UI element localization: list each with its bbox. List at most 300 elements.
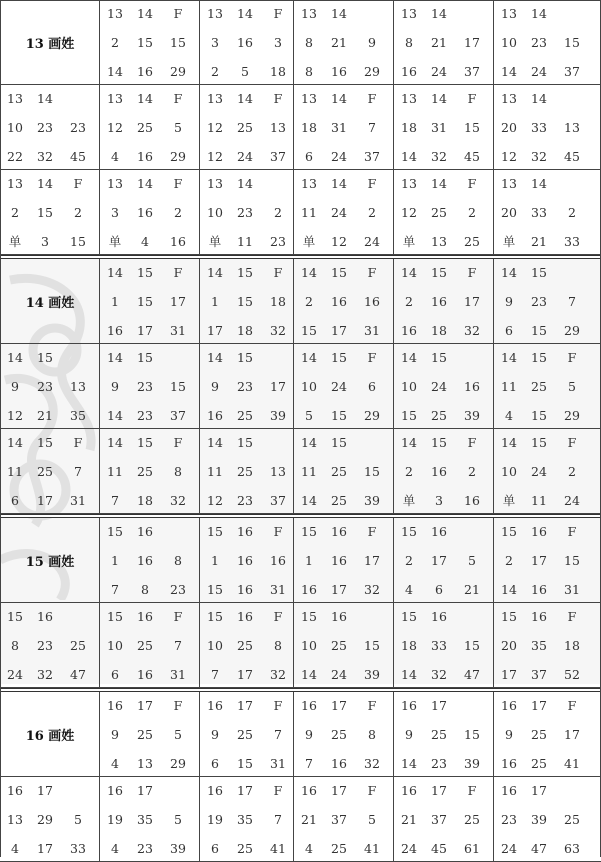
stroke-number: 4 (505, 408, 513, 423)
stroke-number: 14 (107, 435, 123, 450)
stroke-number: 8 (11, 638, 19, 653)
stroke-number: 14 (237, 91, 253, 106)
stroke-number: 15 (137, 350, 153, 365)
stroke-number: 15 (501, 609, 517, 624)
stroke-number: 13 (401, 6, 417, 21)
stroke-number: F (273, 6, 283, 21)
stroke-number: 6 (211, 756, 219, 771)
stroke-number: 23 (237, 379, 253, 394)
stroke-number: 6 (368, 379, 376, 394)
stroke-number: 17 (37, 783, 53, 798)
stroke-number: 4 (305, 841, 313, 856)
stroke-number: 16 (107, 698, 123, 713)
stroke-number: 20 (501, 638, 517, 653)
stroke-number: 16 (401, 783, 417, 798)
stroke-number: 11 (237, 234, 253, 249)
stroke-number: 14 (431, 176, 447, 191)
stroke-cell (200, 603, 294, 688)
stroke-number: 19 (207, 812, 223, 827)
stroke-number: 25 (531, 756, 547, 771)
stroke-number: 14 (301, 265, 317, 280)
stroke-number: 15 (301, 609, 317, 624)
section-title: 13 画姓 (25, 37, 75, 52)
stroke-cell (494, 429, 601, 514)
stroke-number: 7 (305, 756, 313, 771)
stroke-number: 16 (401, 323, 417, 338)
stroke-cell (200, 344, 294, 429)
stroke-number: 32 (170, 493, 186, 508)
stroke-number: 21 (37, 408, 53, 423)
stroke-number: 7 (274, 727, 282, 742)
stroke-number: 15 (7, 609, 23, 624)
stroke-number: 13 (70, 379, 86, 394)
stroke-number: 14 (501, 350, 517, 365)
stroke-cell (100, 170, 200, 255)
stroke-number: 13 (501, 6, 517, 21)
stroke-cell (394, 259, 494, 344)
stroke-number: F (73, 435, 83, 450)
stroke-number: 16 (237, 609, 253, 624)
stroke-number: 16 (37, 609, 53, 624)
stroke-number: 8 (274, 638, 282, 653)
stroke-number: 15 (431, 350, 447, 365)
section-title-cell (0, 259, 100, 344)
table-top-border (0, 0, 601, 1)
stroke-number: 17 (170, 294, 186, 309)
stroke-number: 25 (431, 408, 447, 423)
stroke-number: 11 (207, 464, 223, 479)
stroke-cell (0, 429, 100, 514)
stroke-number: 14 (137, 176, 153, 191)
stroke-number: 15 (364, 638, 380, 653)
stroke-cell (200, 777, 294, 862)
stroke-number: 31 (270, 756, 286, 771)
stroke-number: 13 (107, 91, 123, 106)
stroke-number: 32 (364, 756, 380, 771)
stroke-number: 5 (174, 812, 182, 827)
stroke-number: 23 (37, 638, 53, 653)
stroke-number: 18 (270, 294, 286, 309)
section-title-cell (0, 518, 100, 603)
stroke-number: 25 (237, 408, 253, 423)
stroke-cell (494, 692, 601, 777)
stroke-number: 15 (207, 524, 223, 539)
stroke-number: 16 (137, 524, 153, 539)
table-left-border (0, 0, 1, 857)
stroke-number: 16 (464, 493, 480, 508)
stroke-cell (294, 603, 394, 688)
stroke-cell (394, 518, 494, 603)
stroke-number: 3 (435, 493, 443, 508)
stroke-number: 13 (270, 120, 286, 135)
stroke-number: 37 (170, 408, 186, 423)
stroke-number: 14 (331, 176, 347, 191)
stroke-number: 15 (237, 756, 253, 771)
stroke-number: 12 (107, 120, 123, 135)
stroke-number: 3 (211, 35, 219, 50)
stroke-number: 16 (237, 524, 253, 539)
stroke-number: 15 (331, 350, 347, 365)
stroke-number: 18 (270, 64, 286, 79)
stroke-number: 6 (11, 493, 19, 508)
stroke-number: F (173, 6, 183, 21)
stroke-number: F (367, 524, 377, 539)
stroke-cell (494, 85, 601, 170)
stroke-number: 11 (531, 493, 547, 508)
stroke-number: 8 (141, 582, 149, 597)
stroke-number: 单 (502, 234, 516, 249)
stroke-number: 32 (270, 323, 286, 338)
stroke-cell (100, 429, 200, 514)
stroke-number: 39 (364, 493, 380, 508)
stroke-number: 15 (401, 408, 417, 423)
stroke-number: 11 (301, 464, 317, 479)
stroke-cell (394, 692, 494, 777)
stroke-number: 32 (531, 149, 547, 164)
stroke-number: 5 (174, 120, 182, 135)
stroke-number: 14 (301, 667, 317, 682)
stroke-cell (100, 259, 200, 344)
stroke-number: 14 (237, 6, 253, 21)
stroke-cell (294, 344, 394, 429)
stroke-number: 31 (364, 323, 380, 338)
stroke-number: 25 (237, 727, 253, 742)
stroke-number: 16 (331, 756, 347, 771)
stroke-cell (100, 777, 200, 862)
stroke-number: F (367, 265, 377, 280)
stroke-number: 7 (368, 120, 376, 135)
stroke-cell (394, 344, 494, 429)
stroke-number: 15 (531, 323, 547, 338)
stroke-number: 25 (564, 812, 580, 827)
stroke-cell (200, 692, 294, 777)
stroke-number: 29 (564, 323, 580, 338)
stroke-number: 16 (431, 464, 447, 479)
stroke-number: 61 (464, 841, 480, 856)
stroke-number: 31 (564, 582, 580, 597)
stroke-number: 13 (564, 120, 580, 135)
stroke-number: 17 (270, 379, 286, 394)
stroke-number: 24 (331, 379, 347, 394)
stroke-number: 16 (301, 783, 317, 798)
stroke-number: 2 (568, 205, 576, 220)
stroke-number: 10 (207, 205, 223, 220)
stroke-number: 17 (464, 294, 480, 309)
stroke-number: 45 (431, 841, 447, 856)
stroke-cell (294, 170, 394, 255)
stroke-cell (0, 603, 100, 688)
stroke-number: 23 (137, 408, 153, 423)
stroke-number: 2 (11, 205, 19, 220)
stroke-number: 32 (464, 323, 480, 338)
stroke-number: 13 (137, 756, 153, 771)
stroke-cell (494, 518, 601, 603)
stroke-number: 41 (364, 841, 380, 856)
stroke-number: 6 (435, 582, 443, 597)
stroke-number: 14 (501, 582, 517, 597)
stroke-number: 20 (501, 120, 517, 135)
stroke-number: 15 (37, 350, 53, 365)
stroke-number: 15 (464, 120, 480, 135)
stroke-number: 37 (364, 149, 380, 164)
stroke-number: 31 (431, 120, 447, 135)
stroke-number: 9 (111, 727, 119, 742)
stroke-number: 14 (7, 435, 23, 450)
stroke-number: 7 (568, 294, 576, 309)
stroke-number: 29 (364, 64, 380, 79)
stroke-number: 37 (431, 812, 447, 827)
stroke-number: 15 (464, 638, 480, 653)
stroke-number: F (73, 176, 83, 191)
stroke-number: 16 (301, 582, 317, 597)
stroke-number: 29 (364, 408, 380, 423)
stroke-number: 12 (207, 120, 223, 135)
stroke-number: 13 (501, 91, 517, 106)
stroke-number: 16 (170, 234, 186, 249)
stroke-number: 25 (237, 638, 253, 653)
section-title-cell (0, 692, 100, 777)
stroke-number: 17 (564, 727, 580, 742)
stroke-cell (100, 518, 200, 603)
stroke-cell (200, 259, 294, 344)
stroke-number: 17 (37, 841, 53, 856)
stroke-number: 25 (431, 205, 447, 220)
stroke-number: 18 (137, 493, 153, 508)
stroke-number: 19 (107, 812, 123, 827)
stroke-number: 31 (70, 493, 86, 508)
stroke-cell (200, 518, 294, 603)
stroke-number: 6 (305, 149, 313, 164)
section-title: 16 画姓 (25, 729, 75, 744)
stroke-number: 10 (301, 638, 317, 653)
stroke-cell (100, 603, 200, 688)
stroke-number: F (567, 435, 577, 450)
stroke-number: 1 (305, 553, 313, 568)
stroke-number: 10 (107, 638, 123, 653)
stroke-number: 21 (531, 234, 547, 249)
stroke-number: F (173, 609, 183, 624)
section-title: 14 画姓 (25, 296, 75, 311)
stroke-number: 21 (401, 812, 417, 827)
stroke-number: 15 (401, 524, 417, 539)
stroke-number: 单 (502, 493, 516, 508)
stroke-number: 2 (405, 464, 413, 479)
stroke-number: 16 (137, 64, 153, 79)
stroke-cell (394, 429, 494, 514)
stroke-number: 39 (464, 408, 480, 423)
stroke-number: 35 (237, 812, 253, 827)
stroke-number: 15 (531, 350, 547, 365)
stroke-number: 23 (37, 120, 53, 135)
stroke-number: 25 (137, 727, 153, 742)
stroke-number: 29 (37, 812, 53, 827)
stroke-number: 32 (270, 667, 286, 682)
stroke-cell (100, 344, 200, 429)
stroke-number: 18 (401, 120, 417, 135)
stroke-number: 8 (368, 727, 376, 742)
stroke-number: 32 (37, 149, 53, 164)
stroke-number: 13 (7, 812, 23, 827)
stroke-number: 15 (137, 35, 153, 50)
stroke-number: 21 (464, 582, 480, 597)
stroke-number: F (173, 265, 183, 280)
stroke-cell (394, 777, 494, 862)
stroke-number: 9 (368, 35, 376, 50)
stroke-number: 9 (405, 727, 413, 742)
stroke-number: F (273, 609, 283, 624)
stroke-number: 13 (107, 176, 123, 191)
stroke-number: F (467, 265, 477, 280)
stroke-number: 25 (431, 727, 447, 742)
stroke-number: 6 (111, 667, 119, 682)
stroke-number: 16 (331, 553, 347, 568)
stroke-number: 18 (564, 638, 580, 653)
stroke-number: 37 (464, 64, 480, 79)
stroke-number: 16 (207, 698, 223, 713)
stroke-number: 15 (301, 323, 317, 338)
stroke-number: 16 (237, 553, 253, 568)
stroke-number: 17 (364, 553, 380, 568)
stroke-number: 23 (270, 234, 286, 249)
stroke-number: 24 (564, 493, 580, 508)
stroke-number: 37 (564, 64, 580, 79)
stroke-number: 33 (431, 638, 447, 653)
stroke-number: F (273, 265, 283, 280)
stroke-number: 15 (37, 435, 53, 450)
table-row (0, 692, 601, 777)
stroke-number: 6 (211, 841, 219, 856)
stroke-number: 37 (531, 667, 547, 682)
stroke-number: 16 (270, 553, 286, 568)
stroke-number: 15 (464, 727, 480, 742)
stroke-number: 35 (531, 638, 547, 653)
stroke-cell (494, 344, 601, 429)
stroke-number: F (367, 350, 377, 365)
stroke-number: 5 (568, 379, 576, 394)
stroke-number: 2 (368, 205, 376, 220)
stroke-number: 15 (364, 464, 380, 479)
stroke-number: F (173, 435, 183, 450)
stroke-number: 15 (431, 435, 447, 450)
stroke-number: 12 (331, 234, 347, 249)
stroke-number: 14 (531, 6, 547, 21)
stroke-number: 2 (405, 553, 413, 568)
stroke-number: 29 (564, 408, 580, 423)
stroke-number: 8 (305, 64, 313, 79)
stroke-cell (100, 85, 200, 170)
stroke-cell (0, 85, 100, 170)
stroke-number: 31 (170, 323, 186, 338)
stroke-number: 18 (431, 323, 447, 338)
stroke-number: 16 (401, 64, 417, 79)
stroke-number: 5 (305, 408, 313, 423)
stroke-number: 14 (401, 350, 417, 365)
stroke-number: 20 (501, 205, 517, 220)
stroke-number: F (567, 698, 577, 713)
stroke-number: 23 (531, 35, 547, 50)
stroke-number: 33 (564, 234, 580, 249)
stroke-number: 12 (401, 205, 417, 220)
stroke-number: 16 (301, 698, 317, 713)
stroke-number: 14 (501, 265, 517, 280)
stroke-number: 39 (270, 408, 286, 423)
stroke-number: 14 (107, 265, 123, 280)
stroke-number: 17 (431, 698, 447, 713)
stroke-number: 2 (405, 294, 413, 309)
stroke-number: 24 (331, 205, 347, 220)
stroke-number: 16 (464, 379, 480, 394)
stroke-number: 33 (531, 205, 547, 220)
stroke-number: 14 (237, 176, 253, 191)
stroke-number: 13 (207, 6, 223, 21)
stroke-number: 14 (7, 350, 23, 365)
stroke-number: 24 (431, 64, 447, 79)
stroke-number: 16 (7, 783, 23, 798)
stroke-number: 1 (111, 294, 119, 309)
stroke-number: 32 (431, 667, 447, 682)
stroke-number: 24 (531, 464, 547, 479)
table-row (0, 603, 601, 688)
stroke-number: 1 (211, 553, 219, 568)
stroke-cell (494, 603, 601, 688)
stroke-number: 15 (237, 350, 253, 365)
stroke-number: 16 (207, 408, 223, 423)
stroke-number: 2 (174, 205, 182, 220)
stroke-number: 14 (207, 350, 223, 365)
stroke-number: 14 (37, 91, 53, 106)
stroke-number: 5 (241, 64, 249, 79)
stroke-number: 29 (170, 149, 186, 164)
stroke-number: F (467, 435, 477, 450)
stroke-cell (200, 170, 294, 255)
stroke-number: 23 (70, 120, 86, 135)
stroke-number: 5 (368, 812, 376, 827)
stroke-number: 45 (464, 149, 480, 164)
stroke-number: 25 (237, 464, 253, 479)
stroke-number: 16 (501, 756, 517, 771)
stroke-number: 5 (468, 553, 476, 568)
stroke-number: 18 (301, 120, 317, 135)
stroke-cell (294, 259, 394, 344)
stroke-number: 14 (401, 756, 417, 771)
stroke-number: 2 (468, 464, 476, 479)
stroke-number: 14 (107, 408, 123, 423)
stroke-number: 15 (107, 609, 123, 624)
stroke-number: 32 (37, 667, 53, 682)
stroke-number: 8 (305, 35, 313, 50)
stroke-number: 9 (11, 379, 19, 394)
stroke-number: 4 (111, 756, 119, 771)
stroke-number: 16 (531, 609, 547, 624)
stroke-number: 15 (237, 294, 253, 309)
stroke-number: 39 (364, 667, 380, 682)
stroke-number: 16 (137, 149, 153, 164)
stroke-number: 15 (501, 524, 517, 539)
stroke-number: 13 (107, 6, 123, 21)
stroke-number: 7 (211, 667, 219, 682)
stroke-number: 15 (431, 265, 447, 280)
stroke-number: 9 (111, 379, 119, 394)
stroke-number: 17 (137, 783, 153, 798)
stroke-number: 16 (107, 783, 123, 798)
stroke-number: 32 (431, 149, 447, 164)
stroke-number: 14 (137, 91, 153, 106)
stroke-number: 2 (74, 205, 82, 220)
stroke-cell (394, 603, 494, 688)
stroke-number: 13 (401, 91, 417, 106)
stroke-number: 14 (207, 435, 223, 450)
stroke-number: 18 (401, 638, 417, 653)
